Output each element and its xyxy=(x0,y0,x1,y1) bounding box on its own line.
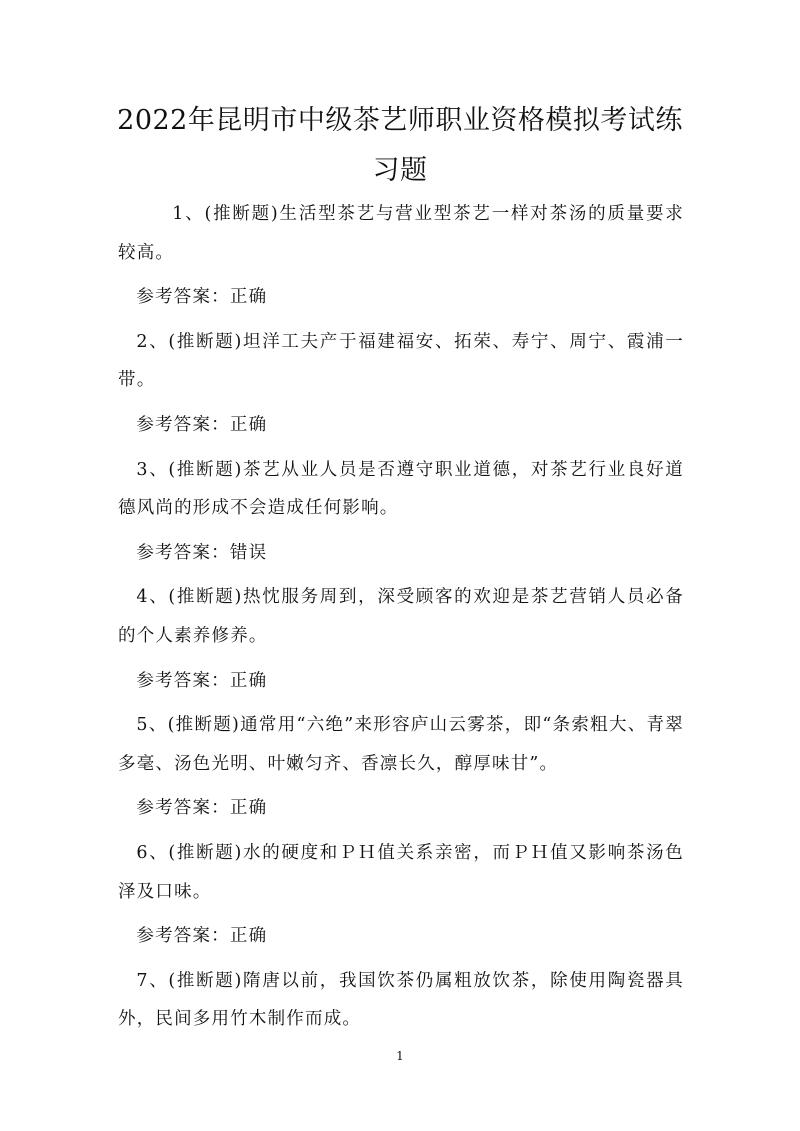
title-line-2: 习题 xyxy=(372,155,428,186)
answer-5 xyxy=(118,789,684,828)
answer-4 xyxy=(118,662,684,701)
title-line-1: 2022年昆明市中级茶艺师职业资格模拟考试练 xyxy=(117,105,683,136)
answer-value: 正确 xyxy=(229,414,268,435)
answer-3 xyxy=(118,534,684,573)
answer-value: 正确 xyxy=(229,670,268,691)
answer-value: 错误 xyxy=(229,542,268,563)
answer-1 xyxy=(118,278,684,317)
answer-prefix: 参考答案： xyxy=(136,926,230,947)
page-title xyxy=(100,96,700,196)
page-number: 1 xyxy=(396,1049,404,1063)
question-list xyxy=(118,195,684,1039)
answer-2 xyxy=(118,406,684,445)
question-3: 3、(推断题)茶艺从业人员是否遵守职业道德，对茶艺行业良好道德风尚的形成不会造成任何影响。 xyxy=(118,459,684,519)
question-5: 5、(推断题)通常用“六绝”来形容庐山云雾茶，即“条索粗大、青翠多毫、汤色光明、叶嫩匀齐、香凛长久，醇厚味甘”。 xyxy=(118,715,684,774)
answer-prefix: 参考答案： xyxy=(136,798,230,819)
answer-value: 正确 xyxy=(229,798,268,819)
answer-prefix: 参考答案： xyxy=(136,542,230,563)
question-7: 7、(推断题)隋唐以前，我国饮茶仍属粗放饮茶，除使用陶瓷器具外，民间多用竹木制作而成。 xyxy=(118,970,684,1030)
answer-value: 正确 xyxy=(229,287,268,308)
answer-prefix: 参考答案： xyxy=(136,287,230,308)
answer-prefix: 参考答案： xyxy=(136,670,230,691)
answer-value: 正确 xyxy=(229,926,268,947)
answer-6 xyxy=(118,917,684,956)
question-2: 2、(推断题)坦洋工夫产于福建福安、拓荣、寿宁、周宁、霞浦一带。 xyxy=(118,331,684,391)
question-1: 1、(推断题)生活型茶艺与营业型茶艺一样对茶汤的质量要求较高。 xyxy=(118,204,684,263)
answer-prefix: 参考答案： xyxy=(136,414,230,435)
question-6: 6、(推断题)水的硬度和ＰＨ值关系亲密，而ＰＨ值又影响茶汤色泽及口味。 xyxy=(118,842,684,902)
question-4: 4、(推断题)热忱服务周到，深受顾客的欢迎是茶艺营销人员必备的个人素养修养。 xyxy=(118,587,684,646)
